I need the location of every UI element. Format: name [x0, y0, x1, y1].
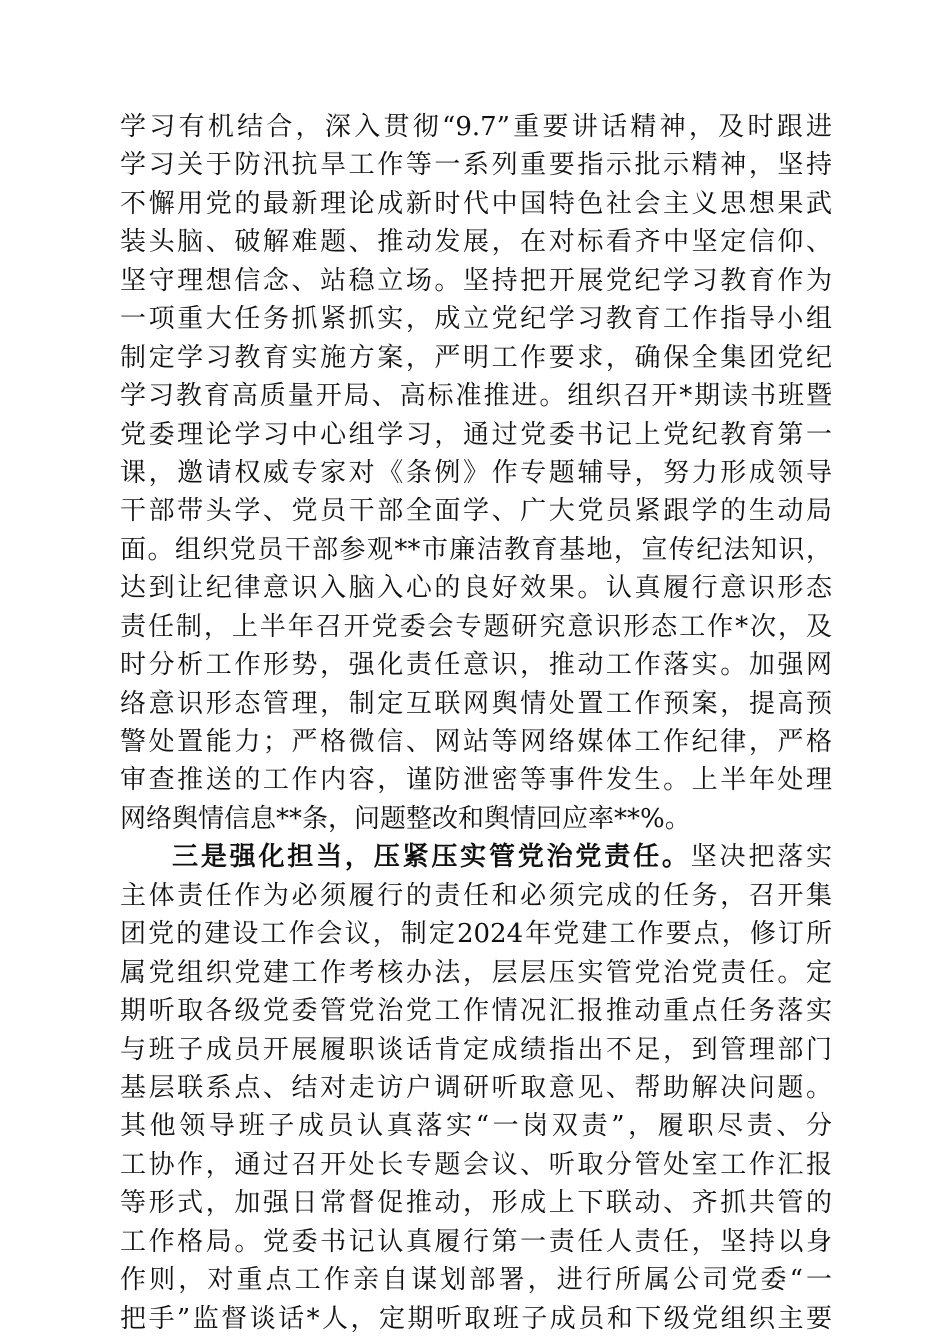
paragraph-line: 制定学习教育实施方案，严明工作要求，确保全集团党纪 — [120, 342, 832, 373]
paragraph-line: 面。组织党员干部参观**市廉洁教育基地，宣传纪法知识， — [120, 534, 832, 565]
section-heading: 三是强化担当，压紧压实管党治党责任。 — [172, 842, 691, 873]
body-text — [120, 108, 832, 1338]
paragraph-line: 党委理论学习中心组学习，通过党委书记上党纪教育第一 — [120, 419, 832, 450]
paragraph-line: 一项重大任务抓紧抓实，成立党纪学习教育工作指导小组 — [120, 304, 832, 335]
paragraph-line: 网络舆情信息**条，问题整改和舆情回应率**%。 — [120, 803, 691, 834]
paragraph-line: 学习关于防汛抗旱工作等一系列重要指示批示精神，坚持 — [120, 150, 832, 181]
paragraph-line: 与班子成员开展履职谈话肯定成绩指出不足，到管理部门 — [120, 1034, 832, 1065]
paragraph-line: 工作格局。党委书记认真履行第一责任人责任，坚持以身 — [120, 1226, 832, 1257]
paragraph-line: 学习有机结合，深入贯彻“9.7”重要讲话精神，及时跟进 — [120, 112, 832, 142]
paragraph-line: 干部带头学、党员干部全面学、广大党员紧跟学的生动局 — [120, 496, 832, 527]
paragraph-line: 基层联系点、结对走访户调研听取意见、帮助解决问题。 — [120, 1072, 832, 1103]
paragraph-line: 达到让纪律意识入脑入心的良好效果。认真履行意识形态 — [120, 573, 832, 604]
paragraph-line: 工协作，通过召开处长专题会议、听取分管处室工作汇报 — [120, 1149, 832, 1180]
paragraph-line: 装头脑、破解难题、推动发展，在对标看齐中坚定信仰、 — [120, 227, 832, 258]
paragraph-line: 主体责任作为必须履行的责任和必须完成的任务，召开集 — [120, 880, 832, 911]
paragraph-line: 责任制，上半年召开党委会专题研究意识形态工作*次，及 — [120, 611, 832, 642]
paragraph-line: 团党的建设工作会议，制定2024年党建工作要点，修订所 — [120, 919, 832, 950]
paragraph-line: 其他领导班子成员认真落实“一岗双责”，履职尽责、分 — [120, 1111, 832, 1142]
section-heading-line — [120, 838, 832, 876]
section-heading-rest: 坚决把落实 — [690, 842, 832, 873]
paragraph-line: 时分析工作形势，强化责任意识，推动工作落实。加强网 — [120, 650, 832, 681]
paragraph-line: 属党组织党建工作考核办法，层层压实管党治党责任。定 — [120, 957, 832, 988]
paragraph-line: 课，邀请权威专家对《条例》作专题辅导，努力形成领导 — [120, 457, 832, 488]
paragraph-line: 期听取各级党委管党治党工作情况汇报推动重点任务落实 — [120, 996, 832, 1027]
paragraph-line: 络意识形态管理，制定互联网舆情处置工作预案，提高预 — [120, 688, 832, 719]
paragraph-line: 学习教育高质量开局、高标准推进。组织召开*期读书班暨 — [120, 381, 832, 412]
paragraph-line: 不懈用党的最新理论成新时代中国特色社会主义思想果武 — [120, 188, 832, 219]
paragraph-line: 作则，对重点工作亲自谋划部署，进行所属公司党委“一 — [120, 1265, 832, 1296]
paragraph-line: 等形式，加强日常督促推动，形成上下联动、齐抓共管的 — [120, 1188, 832, 1219]
paragraph-line: 把手”监督谈话*人，定期听取班子成员和下级党组织主要 — [120, 1303, 832, 1334]
paragraph-line: 坚守理想信念、站稳立场。坚持把开展党纪学习教育作为 — [120, 265, 832, 296]
paragraph-line: 警处置能力；严格微信、网站等网络媒体工作纪律，严格 — [120, 727, 832, 757]
paragraph-line: 审查推送的工作内容，谨防泄密等事件发生。上半年处理 — [120, 765, 832, 796]
